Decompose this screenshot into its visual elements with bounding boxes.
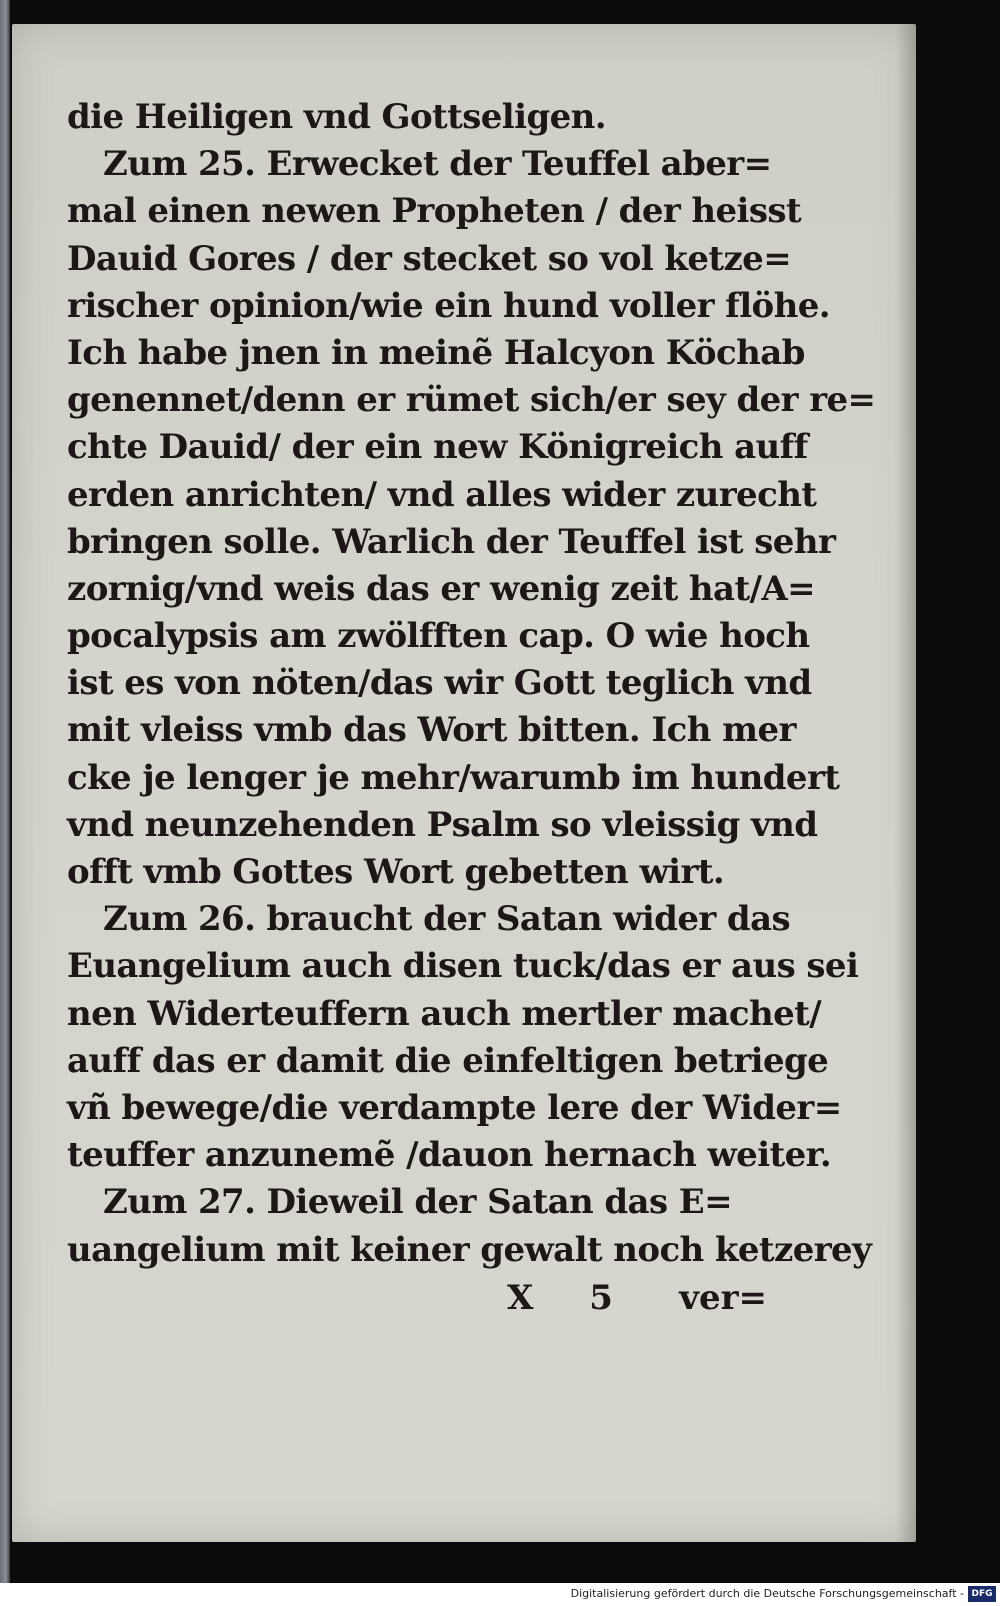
text-line: uangelium mit keiner gewalt noch ketzerey — [67, 1229, 872, 1270]
text-line: mal einen newen Propheten / der heisst — [67, 191, 802, 232]
text-line: mit vleiss vmb das Wort bitten. Ich mer — [67, 710, 796, 751]
text-line: ist es von nöten/das wir Gott teglich vnd — [67, 663, 812, 704]
text-line: rischer opinion/wie ein hund voller flöhe. — [67, 285, 830, 326]
text-line: Euangelium auch disen tuck/das er aus sei — [67, 946, 859, 987]
text-line: pocalypsis am zwölfften cap. O wie hoch — [67, 616, 810, 657]
book-page — [12, 24, 916, 1542]
text-line: Ich habe jnen in meinẽ Halcyon Köchab — [67, 332, 805, 373]
text-line: Dauid Gores / der stecket so vol ketze= — [67, 238, 792, 279]
text-line: zornig/vnd weis das er wenig zeit hat/A= — [67, 568, 816, 609]
text-line: bringen solle. Warlich der Teuffel ist sehr — [67, 521, 836, 562]
text-line: teuffer anzunemẽ /dauon hernach weiter. — [67, 1135, 832, 1176]
footer-bar — [0, 1583, 1000, 1606]
signature-mark: X 5 — [507, 1278, 635, 1318]
text-line: erden anrichten/ vnd alles wider zurecht — [67, 474, 817, 515]
text-line: vnd neunzehenden Psalm so vleissig vnd — [67, 804, 818, 845]
text-line: genennet/denn er rümet sich/er sey der re= — [67, 380, 876, 421]
text-line: cke je lenger je mehr/warumb im hundert — [67, 757, 840, 798]
text-line: auff das er damit die einfeltigen betriege — [67, 1040, 829, 1081]
book-edge — [0, 0, 10, 1606]
text-line: offt vmb Gottes Wort gebetten wirt. — [67, 852, 725, 892]
page-text-block — [67, 94, 876, 1274]
catchword: ver= — [679, 1278, 767, 1318]
text-line: die Heiligen vnd Gottseligen. — [67, 97, 607, 137]
page-gutter-shadow — [896, 24, 916, 1542]
funding-credit: Digitalisierung gefördert durch die Deutsche Forschungsgemeinschaft - — [570, 1587, 964, 1600]
text-line: Zum 25. Erwecket der Teuffel aber= — [103, 144, 772, 185]
text-line: Zum 26. braucht der Satan wider das — [103, 899, 791, 940]
text-line: chte Dauid/ der ein new Königreich auff — [67, 427, 808, 468]
dfg-logo: DFG — [968, 1586, 996, 1602]
text-line: Zum 27. Dieweil der Satan das E= — [103, 1182, 732, 1223]
page-signature-row — [507, 1278, 767, 1326]
text-line: nen Widerteuffern auch mertler machet/ — [67, 993, 822, 1034]
text-line: vñ bewege/die verdampte lere der Wider= — [67, 1087, 842, 1128]
